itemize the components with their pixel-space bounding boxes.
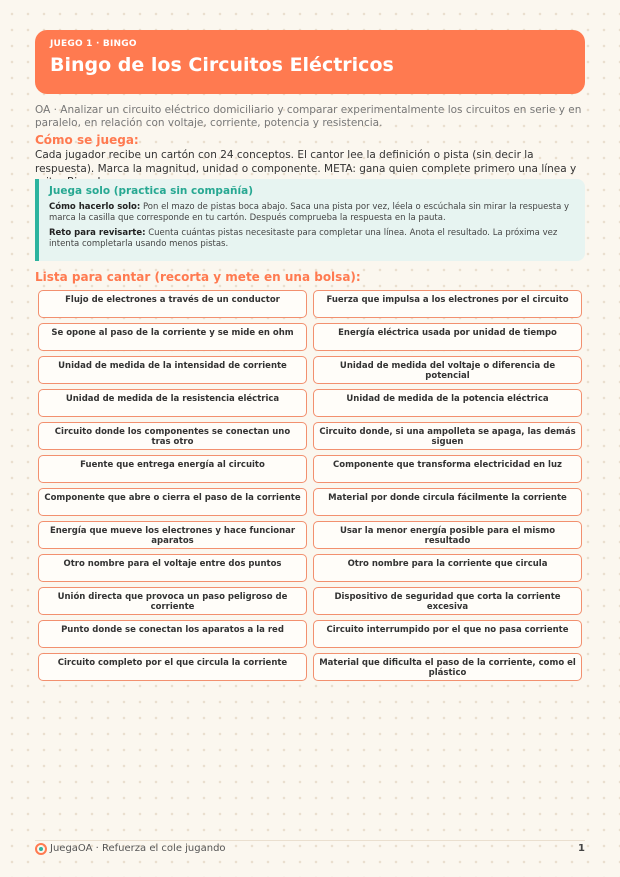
solo-how-text: Pon el mazo de pistas boca abajo. Saca una pista por vez, léela o escúchala sin mirar la respuesta y marca la casilla que corresponde en tu cartón. Después comprueba la respuesta en la pauta.	[49, 202, 570, 223]
solo-challenge-paragraph	[49, 228, 575, 250]
call-card-grid	[38, 290, 582, 681]
header-banner	[35, 30, 585, 94]
call-card: Dispositivo de seguridad que corta la corriente excesiva	[313, 587, 582, 615]
call-card: Unidad de medida de la resistencia eléctrica	[38, 389, 307, 417]
solo-challenge-label: Reto para revisarte:	[49, 228, 146, 238]
call-list-title: Lista para cantar (recorta y mete en una bolsa):	[35, 270, 361, 284]
how-to-text: Cada jugador recibe un cartón con 24 conceptos. El cantor lee la definición o pista (sin decir la respuesta). Marca la magnitud, unidad o componente. META: gana quien complete primero una línea y	[35, 149, 577, 175]
call-card: Unidad de medida de la potencia eléctrica	[313, 389, 582, 417]
page-title: Bingo de los Circuitos Eléctricos	[50, 54, 394, 76]
solo-how-paragraph	[49, 202, 575, 224]
call-card: Punto donde se conectan los aparatos a la red	[38, 620, 307, 648]
call-card: Material por donde circula fácilmente la corriente	[313, 488, 582, 516]
call-card: Circuito completo por el que circula la corriente	[38, 653, 307, 681]
game-kicker: JUEGO 1 · BINGO	[50, 39, 137, 49]
call-card: Energía eléctrica usada por unidad de tiempo	[313, 323, 582, 351]
call-card: Usar la menor energía posible para el mismo resultado	[313, 521, 582, 549]
call-card: Energía que mueve los electrones y hace funcionar aparatos	[38, 521, 307, 549]
call-card: Unidad de medida del voltaje o diferencia de potencial	[313, 356, 582, 384]
brand-logo-icon	[35, 843, 47, 855]
call-card: Unidad de medida de la intensidad de corriente	[38, 356, 307, 384]
call-card: Circuito donde los componentes se conectan uno tras otro	[38, 422, 307, 450]
solo-play-box	[35, 179, 585, 261]
solo-challenge-text: Cuenta cuántas pistas necesitaste para completar una línea. Anota el resultado. La próxima vez intenta completarla usando menos pistas.	[49, 228, 558, 249]
call-card: Fuente que entrega energía al circuito	[38, 455, 307, 483]
call-card: Flujo de electrones a través de un conductor	[38, 290, 307, 318]
footer	[35, 843, 585, 857]
how-to-title: Cómo se juega:	[35, 133, 139, 147]
call-card: Componente que abre o cierra el paso de la corriente	[38, 488, 307, 516]
call-card: Otro nombre para el voltaje entre dos puntos	[38, 554, 307, 582]
page-number: 1	[578, 843, 585, 854]
call-card: Unión directa que provoca un paso peligroso de corriente	[38, 587, 307, 615]
call-card: Otro nombre para la corriente que circula	[313, 554, 582, 582]
footer-brand: JuegaOA · Refuerza el cole jugando	[50, 843, 226, 854]
call-card: Componente que transforma electricidad en luz	[313, 455, 582, 483]
solo-how-label: Cómo hacerlo solo:	[49, 202, 141, 212]
call-card: Circuito donde, si una ampolleta se apaga, las demás siguen	[313, 422, 582, 450]
call-card: Circuito interrumpido por el que no pasa corriente	[313, 620, 582, 648]
footer-divider	[35, 840, 585, 841]
call-card: Fuerza que impulsa a los electrones por el circuito	[313, 290, 582, 318]
call-card: Se opone al paso de la corriente y se mide en ohm	[38, 323, 307, 351]
call-card: Material que dificulta el paso de la corriente, como el plástico	[313, 653, 582, 681]
learning-objective: OA · Analizar un circuito eléctrico domiciliario y comparar experimentalmente los circuitos en serie y en paralelo, en relación con voltaje, corriente, potencia y resistencia.	[35, 104, 582, 129]
solo-title: Juega solo (practica sin compañía)	[49, 185, 253, 197]
